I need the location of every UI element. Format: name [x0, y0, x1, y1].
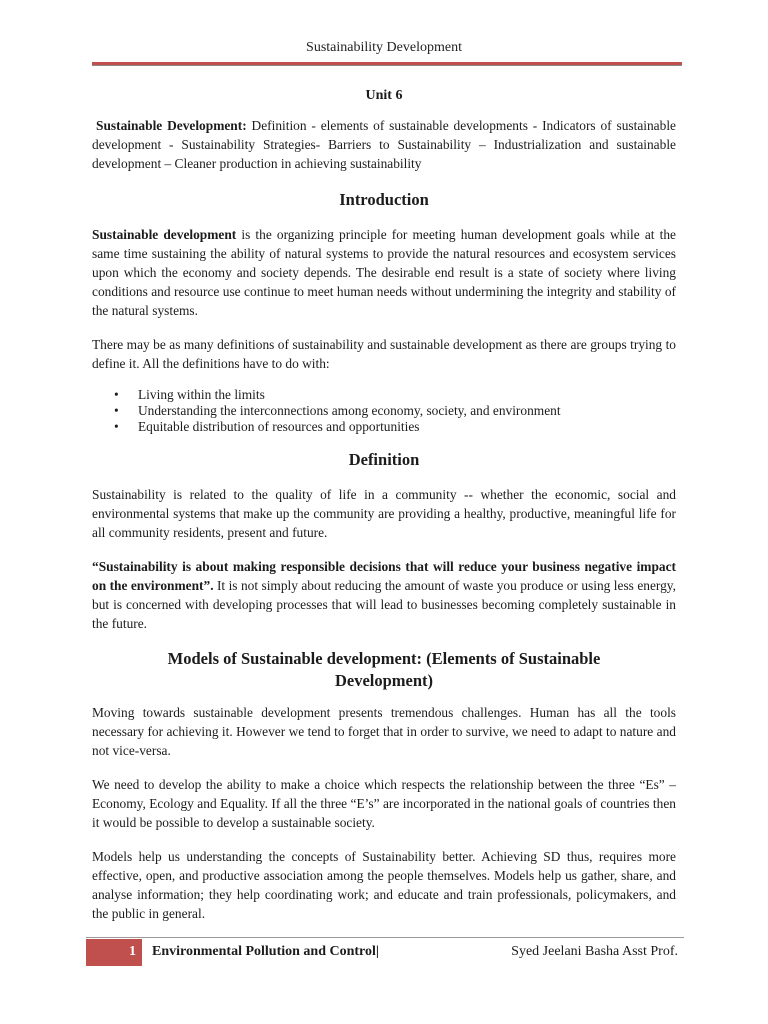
definition-quote-paragraph	[92, 557, 676, 633]
definition-paragraph: Sustainability is related to the quality of life in a community -- whether the economic, social and environmental systems that make up the community are providing a healthy, productive, meaningful life for all community residents, present and future.	[92, 487, 676, 540]
page-footer	[86, 937, 684, 966]
definition-quote-text: It is not simply about reducing the amount of waste you produce or using less energy, but is concerned with developing processes that will lead to businesses becoming completely sustainable in the future.	[92, 578, 676, 631]
models-paragraph-2: We need to develop the ability to make a choice which respects the relationship between the three “Es” – Economy, Ecology and Equality. If all the three “E’s” are incorporated in the national goals of countries then it would be possible to develop a sustainable society.	[92, 777, 676, 830]
list-item: • Equitable distribution of resources and opportunities	[138, 419, 676, 435]
definitions-list	[92, 387, 676, 435]
models-heading-line-1: Models of Sustainable development: (Elements of Sustainable	[167, 649, 601, 668]
footer-title: Environmental Pollution and Control|	[152, 944, 379, 959]
unit-heading: Unit 6	[365, 88, 403, 103]
footer-author: Syed Jeelani Basha Asst Prof.	[511, 944, 678, 959]
introduction-heading: Introduction	[339, 190, 429, 209]
syllabus-text: Definition - elements of sustainable developments - Indicators of sustainable development - Sustainability Strategies- Barriers to Sustainability – Industrialization and sustainable development – Cleaner production in achieving sustainability	[92, 118, 676, 171]
list-item: • Living within the limits	[138, 387, 676, 403]
running-header: Sustainability Development	[306, 40, 462, 55]
syllabus-paragraph	[92, 116, 676, 173]
page-number-box	[86, 939, 142, 966]
definition-heading: Definition	[348, 450, 420, 469]
introduction-paragraph-2: There may be as many definitions of sustainability and sustainable development as there are groups trying to define it. All the definitions have to do with:	[92, 337, 676, 371]
header-rule	[92, 62, 682, 66]
introduction-term: Sustainable development	[92, 227, 237, 242]
models-paragraph-3: Models help us understanding the concepts of Sustainability better. Achieving SD thus, requires more effective, open, and productive association among the people themselves. Models help us gather, share, and analyse information; they help coordinating work; and educate and train professionals, policymakers, and the public in general.	[92, 849, 676, 921]
syllabus-label: Sustainable Development:	[96, 118, 247, 133]
list-item: • Understanding the interconnections among economy, society, and environment	[138, 403, 676, 419]
introduction-paragraph-1	[92, 225, 676, 320]
models-paragraph-1: Moving towards sustainable development presents tremendous challenges. Human has all the tools necessary for achieving it. However we tend to forget that in order to survive, we need to adapt to nature and not vice-versa.	[92, 705, 676, 758]
page-content	[92, 86, 676, 938]
models-heading-line-2: Development)	[334, 671, 434, 690]
introduction-paragraph-1-text: is the organizing principle for meeting human development goals while at the same time sustaining the ability of natural systems to provide the natural resources and ecosystem services upon which the economy and society depends. The desirable end result is a state of society where living conditions and resource use continue to meet human needs without undermining the integrity and stability of the natural systems.	[92, 227, 676, 318]
models-heading	[92, 648, 676, 692]
definition-quote: “Sustainability is about making responsible decisions that will reduce your business negative impact on the environment”.	[92, 559, 676, 593]
page-number: 1	[129, 944, 136, 959]
